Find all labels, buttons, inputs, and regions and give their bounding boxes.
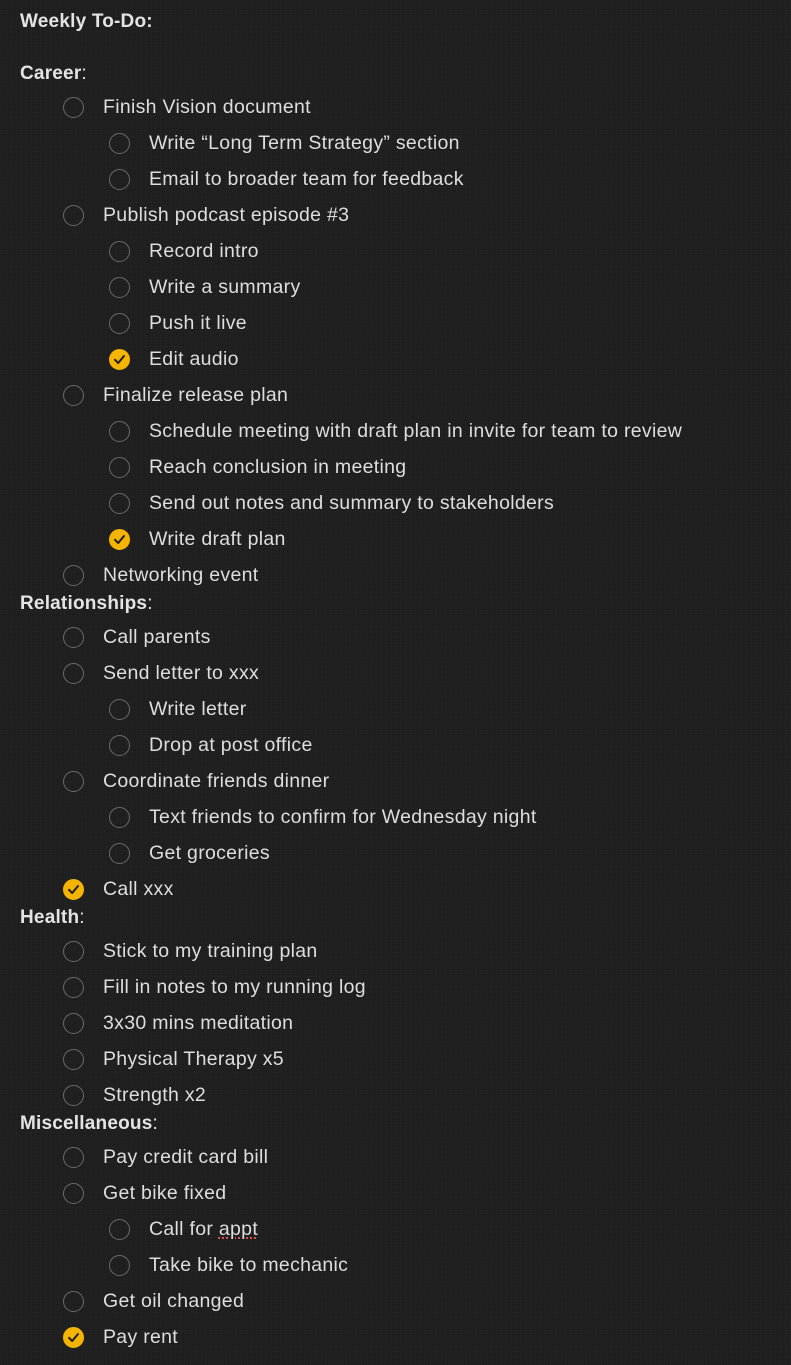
todo-label[interactable]: Get oil changed [103,1289,245,1312]
circle-checkbox-icon[interactable] [109,493,130,514]
todo-label[interactable]: Push it live [149,311,247,334]
circle-checkbox-icon[interactable] [109,277,130,298]
todo-label[interactable]: Schedule meeting with draft plan in invite for team to review [149,419,683,442]
section-header-text: Relationships [20,593,148,614]
section-header-text: Career [20,63,82,84]
section-header-relationships[interactable]: Relationships: [20,593,153,614]
circle-checkbox-icon[interactable] [109,1219,130,1240]
circle-checkbox-icon[interactable] [63,1291,84,1312]
circle-checkbox-icon[interactable] [63,385,84,406]
circle-checkbox-icon[interactable] [109,529,130,550]
checkmark-icon [113,353,126,366]
todo-label[interactable]: Pay credit card bill [103,1145,269,1168]
todo-label[interactable]: Write draft plan [149,527,286,550]
todo-item [63,92,311,122]
todo-label[interactable]: Email to broader team for feedback [149,167,464,190]
todo-item [109,128,460,158]
todo-item [63,1008,293,1038]
circle-checkbox-icon[interactable] [63,941,84,962]
todo-item [63,200,349,230]
todo-item [63,622,211,652]
circle-checkbox-icon[interactable] [63,771,84,792]
todo-item [63,1080,206,1110]
todo-item [109,488,554,518]
todo-item [109,344,239,374]
section-header-miscellaneous[interactable]: Miscellaneous: [20,1113,158,1134]
todo-label[interactable]: Record intro [149,239,259,262]
circle-checkbox-icon[interactable] [63,565,84,586]
todo-label[interactable]: Physical Therapy x5 [103,1047,284,1070]
circle-checkbox-icon[interactable] [109,457,130,478]
todo-item [109,164,464,194]
todo-label[interactable]: Networking event [103,563,259,586]
section-header-text: Miscellaneous [20,1113,153,1134]
todo-label[interactable]: Finish Vision document [103,95,311,118]
todo-item [109,1214,258,1244]
todo-item [63,972,366,1002]
circle-checkbox-icon[interactable] [63,1183,84,1204]
todo-label[interactable]: Write a summary [149,275,301,298]
label-text: Call for [149,1217,219,1240]
todo-label[interactable]: Edit audio [149,347,239,370]
todo-label[interactable]: Text friends to confirm for Wednesday night [149,805,537,828]
circle-checkbox-icon[interactable] [63,879,84,900]
todo-item [63,1142,268,1172]
circle-checkbox-icon[interactable] [63,1049,84,1070]
circle-checkbox-icon[interactable] [109,807,130,828]
circle-checkbox-icon[interactable] [109,421,130,442]
todo-label[interactable]: Pay rent [103,1325,179,1348]
circle-checkbox-icon[interactable] [63,97,84,118]
todo-label[interactable]: Write “Long Term Strategy” section [149,131,460,154]
todo-item [63,1286,244,1316]
todo-label[interactable]: Strength x2 [103,1083,207,1106]
circle-checkbox-icon[interactable] [63,205,84,226]
todo-item [109,524,286,554]
section-header-health[interactable]: Health: [20,907,85,928]
todo-item [63,1044,284,1074]
todo-label[interactable]: Stick to my training plan [103,939,318,962]
todo-item [63,560,258,590]
todo-item [109,236,259,266]
circle-checkbox-icon[interactable] [109,133,130,154]
todo-item [63,936,318,966]
todo-label[interactable]: Write letter [149,697,247,720]
todo-item [63,1178,226,1208]
todo-label[interactable]: Get bike fixed [103,1181,227,1204]
circle-checkbox-icon[interactable] [109,1255,130,1276]
todo-item [109,694,247,724]
todo-label[interactable]: 3x30 mins meditation [103,1011,294,1034]
todo-item [109,838,270,868]
circle-checkbox-icon[interactable] [63,627,84,648]
circle-checkbox-icon[interactable] [63,1085,84,1106]
todo-label[interactable]: Finalize release plan [103,383,289,406]
todo-label[interactable]: Call xxx [103,877,174,900]
todo-item [109,416,682,446]
todo-label[interactable]: Call parents [103,625,211,648]
todo-item [63,1322,178,1352]
checkmark-icon [113,533,126,546]
todo-label[interactable]: Publish podcast episode #3 [103,203,350,226]
todo-item [109,1250,348,1280]
todo-label[interactable]: Fill in notes to my running log [103,975,366,998]
section-header-career[interactable]: Career: [20,63,87,84]
circle-checkbox-icon[interactable] [109,313,130,334]
circle-checkbox-icon[interactable] [109,735,130,756]
todo-label[interactable]: Get groceries [149,841,270,864]
todo-item [109,802,537,832]
todo-item [63,874,174,904]
circle-checkbox-icon[interactable] [109,843,130,864]
todo-item [63,658,259,688]
todo-label[interactable]: Drop at post office [149,733,313,756]
circle-checkbox-icon[interactable] [63,663,84,684]
circle-checkbox-icon[interactable] [63,1013,84,1034]
note-title[interactable]: Weekly To-Do: [20,11,153,32]
todo-label[interactable] [149,1218,258,1241]
todo-label[interactable]: Coordinate friends dinner [103,769,330,792]
circle-checkbox-icon[interactable] [109,699,130,720]
todo-label[interactable]: Send letter to xxx [103,661,260,684]
section-header-text: Health [20,907,80,928]
checkmark-icon [67,1331,80,1344]
circle-checkbox-icon[interactable] [109,169,130,190]
todo-item [109,308,247,338]
todo-label[interactable]: Reach conclusion in meeting [149,455,407,478]
circle-checkbox-icon[interactable] [63,977,84,998]
circle-checkbox-icon[interactable] [109,241,130,262]
todo-item [63,766,329,796]
todo-item [63,380,288,410]
todo-item [109,452,406,482]
todo-label[interactable]: Take bike to mechanic [149,1253,349,1276]
todo-item [109,730,313,760]
circle-checkbox-icon[interactable] [63,1327,84,1348]
circle-checkbox-icon[interactable] [109,349,130,370]
todo-item [109,272,301,302]
todo-label[interactable]: Send out notes and summary to stakeholders [149,491,554,514]
circle-checkbox-icon[interactable] [63,1147,84,1168]
misspelled-word[interactable]: appt [218,1217,259,1240]
checkmark-icon [67,883,80,896]
